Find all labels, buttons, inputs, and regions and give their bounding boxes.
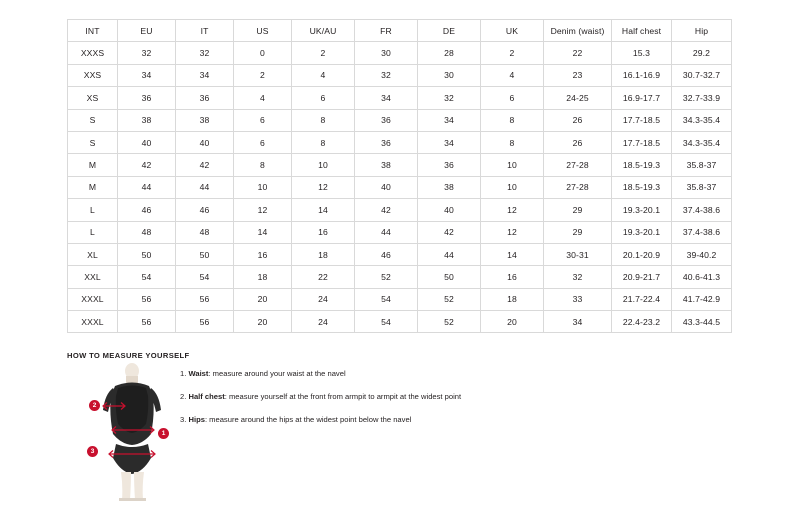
table-cell: 4 <box>481 64 544 86</box>
column-header: US <box>234 20 292 42</box>
table-cell: 4 <box>234 87 292 109</box>
table-cell: 14 <box>481 243 544 265</box>
table-cell: 32 <box>176 42 234 64</box>
table-cell: 54 <box>355 288 418 310</box>
column-header: DE <box>418 20 481 42</box>
table-cell: 22.4-23.2 <box>612 311 672 333</box>
table-cell: 22 <box>292 266 355 288</box>
table-cell: 20 <box>234 311 292 333</box>
table-cell: 18 <box>234 266 292 288</box>
table-cell: 6 <box>234 109 292 131</box>
list-item-number: 2. <box>180 392 187 401</box>
table-cell: 32 <box>418 87 481 109</box>
table-cell: 44 <box>418 243 481 265</box>
column-header: EU <box>118 20 176 42</box>
table-cell: 34 <box>118 64 176 86</box>
table-cell: 41.7-42.9 <box>672 288 732 310</box>
table-cell: 15.3 <box>612 42 672 64</box>
list-item-term: Half chest <box>188 392 225 401</box>
list-item-text: : measure around the hips at the widest point below the navel <box>204 415 412 424</box>
table-cell: 10 <box>481 176 544 198</box>
table-cell: 36 <box>118 87 176 109</box>
table-cell: XXXS <box>68 42 118 64</box>
table-cell: 56 <box>118 288 176 310</box>
table-cell: 36 <box>355 131 418 153</box>
table-cell: XXXL <box>68 311 118 333</box>
table-cell: M <box>68 154 118 176</box>
table-cell: 10 <box>292 154 355 176</box>
table-cell: 20 <box>234 288 292 310</box>
column-header: IT <box>176 20 234 42</box>
table-cell: 0 <box>234 42 292 64</box>
column-header: FR <box>355 20 418 42</box>
table-cell: 34 <box>418 109 481 131</box>
table-cell: 30.7-32.7 <box>672 64 732 86</box>
table-cell: 24 <box>292 311 355 333</box>
column-header: Hip <box>672 20 732 42</box>
table-cell: 38 <box>418 176 481 198</box>
column-header: INT <box>68 20 118 42</box>
table-cell: 29 <box>544 199 612 221</box>
table-cell: 16.9-17.7 <box>612 87 672 109</box>
measurement-figure <box>85 362 180 502</box>
table-row <box>68 311 732 333</box>
table-cell: 12 <box>481 199 544 221</box>
table-cell: 42 <box>355 199 418 221</box>
list-item <box>180 368 600 379</box>
table-cell: 46 <box>176 199 234 221</box>
table-cell: 16 <box>292 221 355 243</box>
table-cell: 4 <box>292 64 355 86</box>
table-cell: 56 <box>176 311 234 333</box>
table-cell: XXXL <box>68 288 118 310</box>
table-cell: 27-28 <box>544 176 612 198</box>
table-cell: 52 <box>418 288 481 310</box>
table-cell: 52 <box>355 266 418 288</box>
column-header: UK <box>481 20 544 42</box>
table-row <box>68 131 732 153</box>
table-row <box>68 221 732 243</box>
table-cell: 8 <box>481 131 544 153</box>
column-header: UK/AU <box>292 20 355 42</box>
table-cell: 32 <box>118 42 176 64</box>
table-cell: 17.7-18.5 <box>612 131 672 153</box>
table-cell: XXS <box>68 64 118 86</box>
table-cell: M <box>68 176 118 198</box>
table-cell: 56 <box>118 311 176 333</box>
table-cell: 8 <box>234 154 292 176</box>
table-cell: 10 <box>481 154 544 176</box>
table-cell: 54 <box>355 311 418 333</box>
table-cell: 35.8-37 <box>672 154 732 176</box>
list-item-number: 3. <box>180 415 187 424</box>
table-cell: 44 <box>355 221 418 243</box>
table-cell: 34.3-35.4 <box>672 109 732 131</box>
table-cell: 12 <box>481 221 544 243</box>
table-row <box>68 176 732 198</box>
table-cell: 24-25 <box>544 87 612 109</box>
table-cell: 19.3-20.1 <box>612 221 672 243</box>
table-cell: 16 <box>234 243 292 265</box>
table-cell: 32 <box>355 64 418 86</box>
table-cell: 30-31 <box>544 243 612 265</box>
table-row <box>68 266 732 288</box>
table-cell: XL <box>68 243 118 265</box>
table-cell: 14 <box>292 199 355 221</box>
table-cell: 20.9-21.7 <box>612 266 672 288</box>
table-cell: 29.2 <box>672 42 732 64</box>
table-cell: 38 <box>355 154 418 176</box>
table-cell: 37.4-38.6 <box>672 199 732 221</box>
list-item <box>180 414 600 425</box>
how-to-measure-title: HOW TO MEASURE YOURSELF <box>67 351 190 360</box>
list-item-number: 1. <box>180 369 187 378</box>
table-cell: 2 <box>234 64 292 86</box>
table-cell: 40.6-41.3 <box>672 266 732 288</box>
list-item-text: : measure around your waist at the navel <box>208 369 346 378</box>
column-header: Denim (waist) <box>544 20 612 42</box>
table-cell: 48 <box>118 221 176 243</box>
table-cell: 10 <box>234 176 292 198</box>
table-cell: 21.7-22.4 <box>612 288 672 310</box>
table-cell: 40 <box>418 199 481 221</box>
table-cell: 36 <box>176 87 234 109</box>
table-cell: 6 <box>234 131 292 153</box>
table-cell: 42 <box>176 154 234 176</box>
figure-badge-1: 1 <box>158 428 169 439</box>
table-cell: 56 <box>176 288 234 310</box>
list-item-term: Waist <box>188 369 209 378</box>
table-cell: 46 <box>118 199 176 221</box>
table-cell: 44 <box>176 176 234 198</box>
table-cell: 40 <box>118 131 176 153</box>
table-cell: 40 <box>355 176 418 198</box>
table-cell: 44 <box>118 176 176 198</box>
table-cell: 20.1-20.9 <box>612 243 672 265</box>
table-cell: 22 <box>544 42 612 64</box>
table-cell: 23 <box>544 64 612 86</box>
table-cell: 32.7-33.9 <box>672 87 732 109</box>
table-cell: 27-28 <box>544 154 612 176</box>
table-cell: 32 <box>544 266 612 288</box>
table-row <box>68 109 732 131</box>
list-item <box>180 391 600 402</box>
table-cell: 17.7-18.5 <box>612 109 672 131</box>
table-cell: 6 <box>481 87 544 109</box>
table-cell: 2 <box>481 42 544 64</box>
table-cell: 50 <box>118 243 176 265</box>
table-cell: 14 <box>234 221 292 243</box>
table-cell: 50 <box>418 266 481 288</box>
table-cell: XXL <box>68 266 118 288</box>
size-chart-container <box>67 19 731 333</box>
table-cell: 48 <box>176 221 234 243</box>
table-cell: 30 <box>355 42 418 64</box>
figure-badge-3: 3 <box>87 446 98 457</box>
table-row <box>68 42 732 64</box>
table-cell: 6 <box>292 87 355 109</box>
table-cell: 54 <box>176 266 234 288</box>
table-row <box>68 64 732 86</box>
how-to-measure-list <box>180 368 600 437</box>
table-cell: 12 <box>234 199 292 221</box>
table-cell: 38 <box>176 109 234 131</box>
table-row <box>68 288 732 310</box>
table-cell: 29 <box>544 221 612 243</box>
list-item-term: Hips <box>188 415 205 424</box>
table-cell: 16 <box>481 266 544 288</box>
table-cell: 18 <box>481 288 544 310</box>
figure-badge-2: 2 <box>89 400 100 411</box>
table-cell: 18.5-19.3 <box>612 176 672 198</box>
table-cell: 28 <box>418 42 481 64</box>
table-cell: 34.3-35.4 <box>672 131 732 153</box>
table-cell: 24 <box>292 288 355 310</box>
table-cell: 36 <box>355 109 418 131</box>
table-cell: 50 <box>176 243 234 265</box>
size-chart-table <box>67 19 732 333</box>
table-cell: 16.1-16.9 <box>612 64 672 86</box>
table-cell: 36 <box>418 154 481 176</box>
table-cell: 42 <box>418 221 481 243</box>
table-cell: 42 <box>118 154 176 176</box>
table-cell: 18 <box>292 243 355 265</box>
table-cell: 26 <box>544 109 612 131</box>
table-cell: 54 <box>118 266 176 288</box>
table-cell: L <box>68 199 118 221</box>
table-cell: 38 <box>118 109 176 131</box>
table-cell: 43.3-44.5 <box>672 311 732 333</box>
table-cell: 34 <box>176 64 234 86</box>
table-header-row <box>68 20 732 42</box>
table-cell: 35.8-37 <box>672 176 732 198</box>
table-row <box>68 87 732 109</box>
list-item-text: : measure yourself at the front from armpit to armpit at the widest point <box>224 392 462 401</box>
table-cell: 40 <box>176 131 234 153</box>
table-cell: XS <box>68 87 118 109</box>
table-row <box>68 243 732 265</box>
table-cell: 2 <box>292 42 355 64</box>
table-row <box>68 154 732 176</box>
table-cell: 19.3-20.1 <box>612 199 672 221</box>
table-row <box>68 199 732 221</box>
table-cell: 34 <box>355 87 418 109</box>
table-cell: S <box>68 131 118 153</box>
table-cell: 30 <box>418 64 481 86</box>
table-cell: 37.4-38.6 <box>672 221 732 243</box>
table-cell: 52 <box>418 311 481 333</box>
table-cell: 26 <box>544 131 612 153</box>
table-cell: S <box>68 109 118 131</box>
table-cell: 39-40.2 <box>672 243 732 265</box>
table-cell: 34 <box>418 131 481 153</box>
table-cell: 46 <box>355 243 418 265</box>
column-header: Half chest <box>612 20 672 42</box>
table-cell: 12 <box>292 176 355 198</box>
table-cell: 8 <box>292 109 355 131</box>
table-cell: 8 <box>292 131 355 153</box>
table-cell: 33 <box>544 288 612 310</box>
table-cell: 18.5-19.3 <box>612 154 672 176</box>
table-cell: 34 <box>544 311 612 333</box>
table-cell: 8 <box>481 109 544 131</box>
table-cell: 20 <box>481 311 544 333</box>
table-cell: L <box>68 221 118 243</box>
